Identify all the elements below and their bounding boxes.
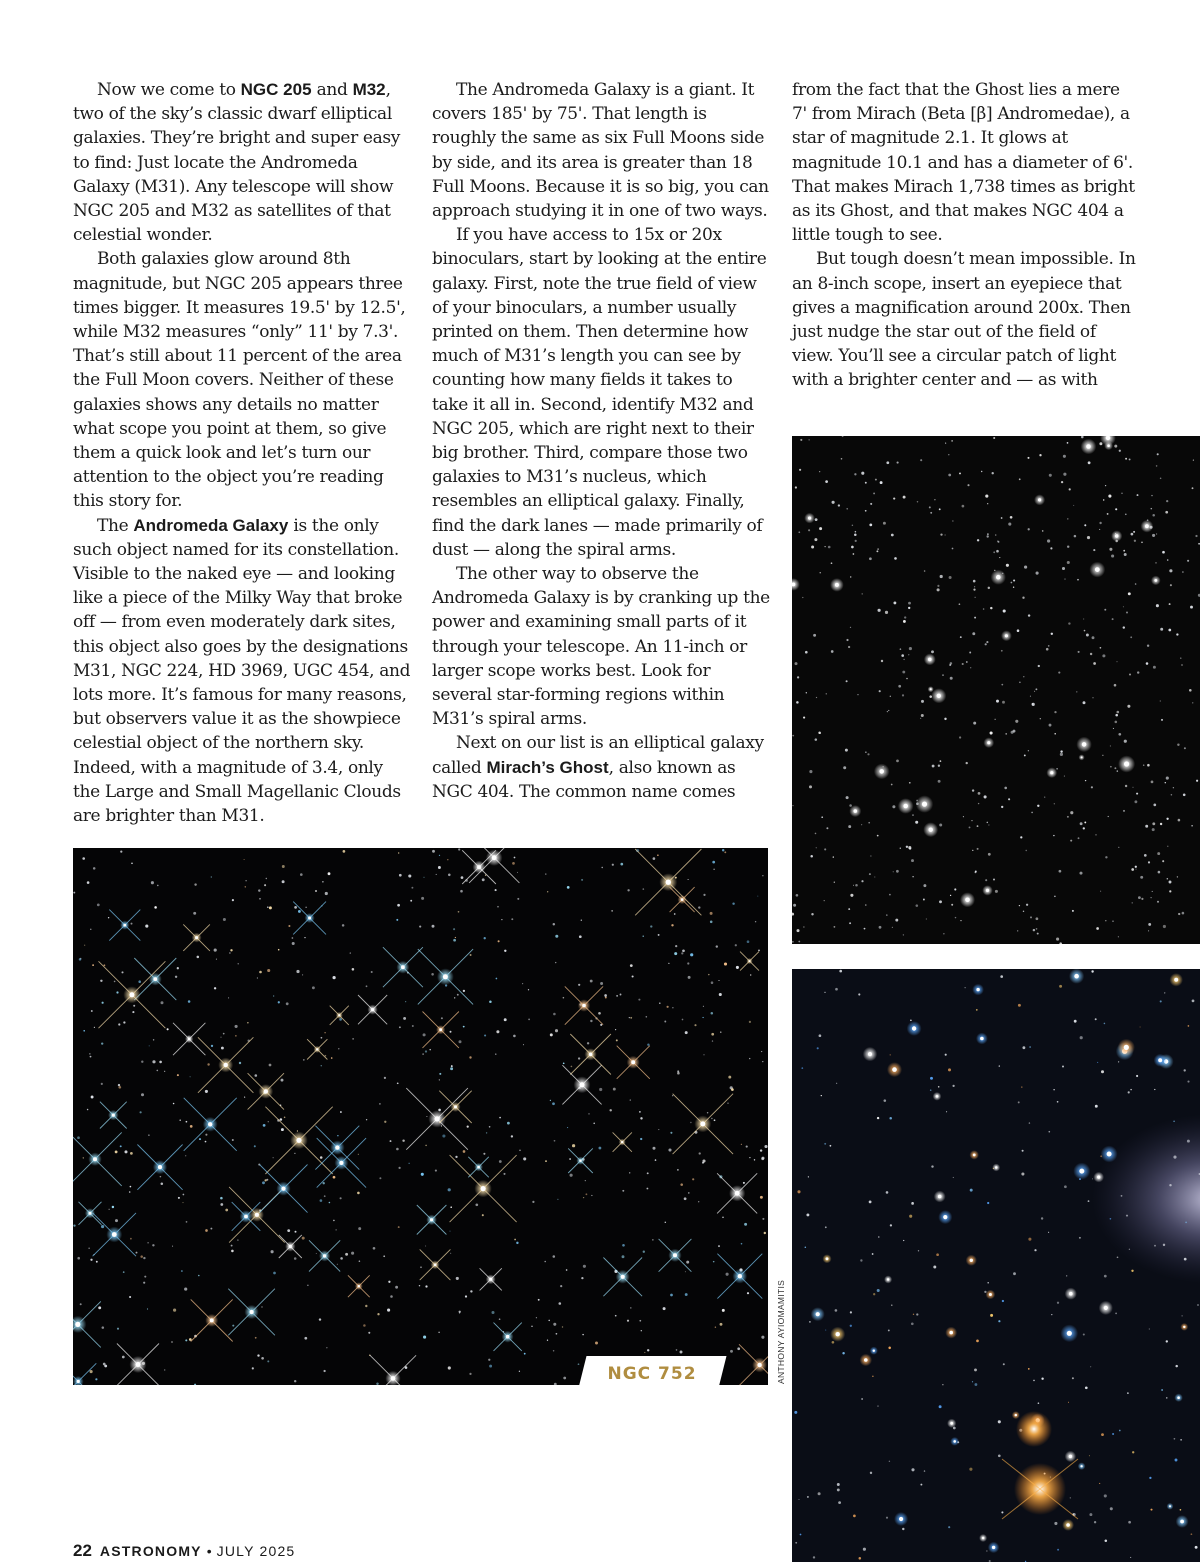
- keyword-m32: M32: [352, 80, 386, 99]
- issue-date: JULY 2025: [216, 1543, 296, 1559]
- article-column-1: [73, 78, 413, 828]
- page-number: 22: [73, 1541, 92, 1560]
- mirach-star-field-image: [792, 436, 1200, 944]
- mirachs-ghost-closeup-image: [792, 969, 1200, 1562]
- paragraph-andromeda-intro: The Andromeda Galaxy is the only such object named for its constellation. Visible to the naked eye — and looking like a piece of the Milky Way that broke off — from even moderately dark sites, this object also goes by the designations M31, NGC 224, HD 3969, UGC 454, and lots more. It’s famous for many reasons, but observers value it as the showpiece celestial object of the northern sky. Indeed, with a magnitude of 3.4, only the Large and Small Magellanic Clouds are brighter than M31.: [73, 515, 411, 827]
- ngc752-star-field-photo: [73, 848, 768, 1385]
- mirachs-ghost-closeup-photo: [792, 969, 1200, 1562]
- keyword-andromeda-galaxy: Andromeda Galaxy: [133, 515, 289, 535]
- paragraph-binoculars: If you have access to 15x or 20x binoculars, start by looking at the entire galaxy. First, note the true field of view of your binoculars, a number usually printed on them. Then determine how much of M31’s length you can see by counting how many fields it takes to take it all in. Second, identify M32 and NGC 205, which are right next to their big brother. Third, compare those two galaxies to M31’s nucleus, which resembles an elliptical galaxy. Finally, find the dark lanes — made primarily of dust — along the spiral arms.: [432, 225, 767, 560]
- paragraph-mirachs-ghost: Next on our list is an elliptical galaxy called Mirach’s Ghost, also known as NGC 404. The common name comes: [432, 733, 764, 802]
- photo-credit: ANTHONY AYIOMAMITIS: [776, 1279, 786, 1384]
- footer-separator: •: [206, 1543, 212, 1559]
- article-column-3: [792, 78, 1137, 393]
- paragraph-telescope-power: The other way to observe the Andromeda Galaxy is by cranking up the power and examining small parts of it through your telescope. An 11-inch or larger scope works best. Look for several star-forming regions within M31’s spiral arms.: [432, 564, 770, 730]
- paragraph-both-galaxies: Both galaxies glow around 8th magnitude, but NGC 205 appears three times bigger. It measures 19.5' by 12.5', while M32 measures “only” 11' by 7.3'. That’s still about 11 percent of the area the Full Moon covers. Neither of these galaxies shows any details no matter what scope you point at them, so give them a quick look and let’s turn our attention to the object you’re reading this story for.: [73, 249, 406, 512]
- keyword-mirachs-ghost: Mirach’s Ghost: [486, 757, 609, 777]
- magazine-name: ASTRONOMY: [99, 1543, 202, 1559]
- keyword-ngc205: NGC 205: [240, 80, 312, 99]
- article-column-2: [432, 78, 772, 804]
- photo-label-ngc752: NGC 752: [607, 1364, 697, 1384]
- paragraph-andromeda-giant: The Andromeda Galaxy is a giant. It covers 185' by 75'. That length is roughly the same as six Full Moons side by side, and its area is greater than 18 Full Moons. Because it is so big, you can approach studying it in one of two ways.: [432, 80, 769, 222]
- paragraph-ngc205-m32: Now we come to NGC 205 and M32, two of the sky’s classic dwarf elliptical galaxies. They’re bright and super easy to find: Just locate the Andromeda Galaxy (M31). Any telescope will show NGC 205 and M32 as satellites of that celestial wonder.: [73, 80, 401, 246]
- mirach-star-field-photo: [792, 436, 1200, 944]
- page-footer: [73, 1541, 295, 1561]
- ngc752-star-field-image: [73, 848, 768, 1385]
- paragraph-tough-not-impossible: But tough doesn’t mean impossible. In an 8-inch scope, insert an eyepiece that gives a magnification around 200x. Then just nudge the star out of the field of view. You’ll see a circular patch of light with a brighter center and — as with: [792, 249, 1136, 391]
- paragraph-ghost-continued: from the fact that the Ghost lies a mere 7' from Mirach (Beta [β] Andromedae), a star of magnitude 2.1. It glows at magnitude 10.1 and has a diameter of 6'. That makes Mirach 1,738 times as bright as its Ghost, and that makes NGC 404 a little tough to see.: [792, 80, 1135, 246]
